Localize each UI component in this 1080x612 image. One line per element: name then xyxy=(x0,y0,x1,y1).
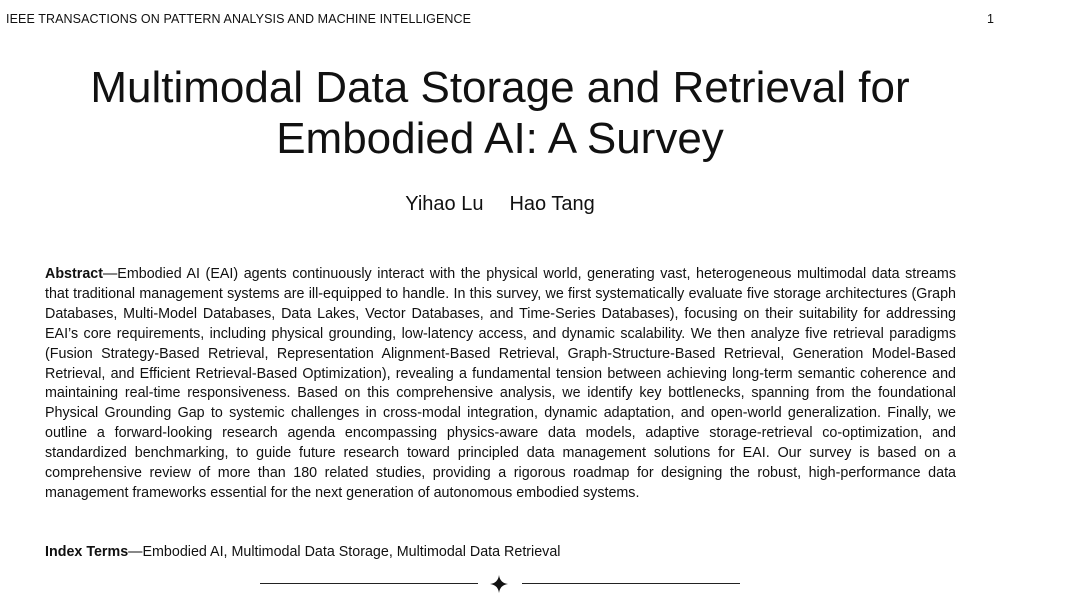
abstract-label: Abstract xyxy=(45,266,103,282)
page-number: 1 xyxy=(987,12,994,26)
title-line-2: Embodied AI: A Survey xyxy=(276,114,724,163)
author-list xyxy=(0,193,1000,216)
four-point-star-icon xyxy=(489,574,509,594)
divider-line-right xyxy=(522,583,740,584)
index-terms xyxy=(45,544,560,560)
author-name: Hao Tang xyxy=(509,193,595,215)
paper-title xyxy=(0,62,1000,164)
author-name: Yihao Lu xyxy=(405,193,484,215)
abstract xyxy=(45,265,956,504)
abstract-text: —Embodied AI (EAI) agents continuously interact with the physical world, generating vast, heterogeneous multimodal data streams that traditional management systems are ill-equipped to handle. In this survey, we first systematically evaluate five storage architectures (Graph Databases, Multi-Model Databases, Data Lakes, Vector Databases, and Time-Series Databases), focusing on their suitability for addressing EAI’s core requirements, including physical grounding, low-latency access, and dynamic scalability. We then analyze five retrieval paradigms (Fusion Strategy-Based Retrieval, Representation Alignment-Based Retrieval, Graph-Structure-Based Retrieval, Generation Model-Based Retrieval, and Efficient Retrieval-Based Optimization), revealing a fundamental tension between achieving long-term semantic coherence and maintaining real-time responsiveness. Based on this comprehensive analysis, we identify key bottlenecks, spanning from the foundational Physical Grounding Gap to systemic challenges in cross-modal integration, dynamic adaptation, and open-world generalization. Finally, we outline a forward-looking research agenda encompassing physics-aware data models, adaptive storage-retrieval co-optimization, and standardized benchmarking, to guide future research toward principled data management solutions for EAI. Our survey is based on a comprehensive review of more than 180 related studies, providing a rigorous roadmap for designing the robust, high-performance data management frameworks essential for the next generation of autonomous embodied systems. xyxy=(45,266,956,501)
section-divider xyxy=(260,574,740,594)
journal-header: IEEE TRANSACTIONS ON PATTERN ANALYSIS AND MACHINE INTELLIGENCE xyxy=(6,12,472,26)
index-terms-text: —Embodied AI, Multimodal Data Storage, Multimodal Data Retrieval xyxy=(128,544,561,560)
title-line-1: Multimodal Data Storage and Retrieval for xyxy=(90,63,910,112)
index-terms-label: Index Terms xyxy=(45,544,129,560)
divider-line-left xyxy=(260,583,478,584)
